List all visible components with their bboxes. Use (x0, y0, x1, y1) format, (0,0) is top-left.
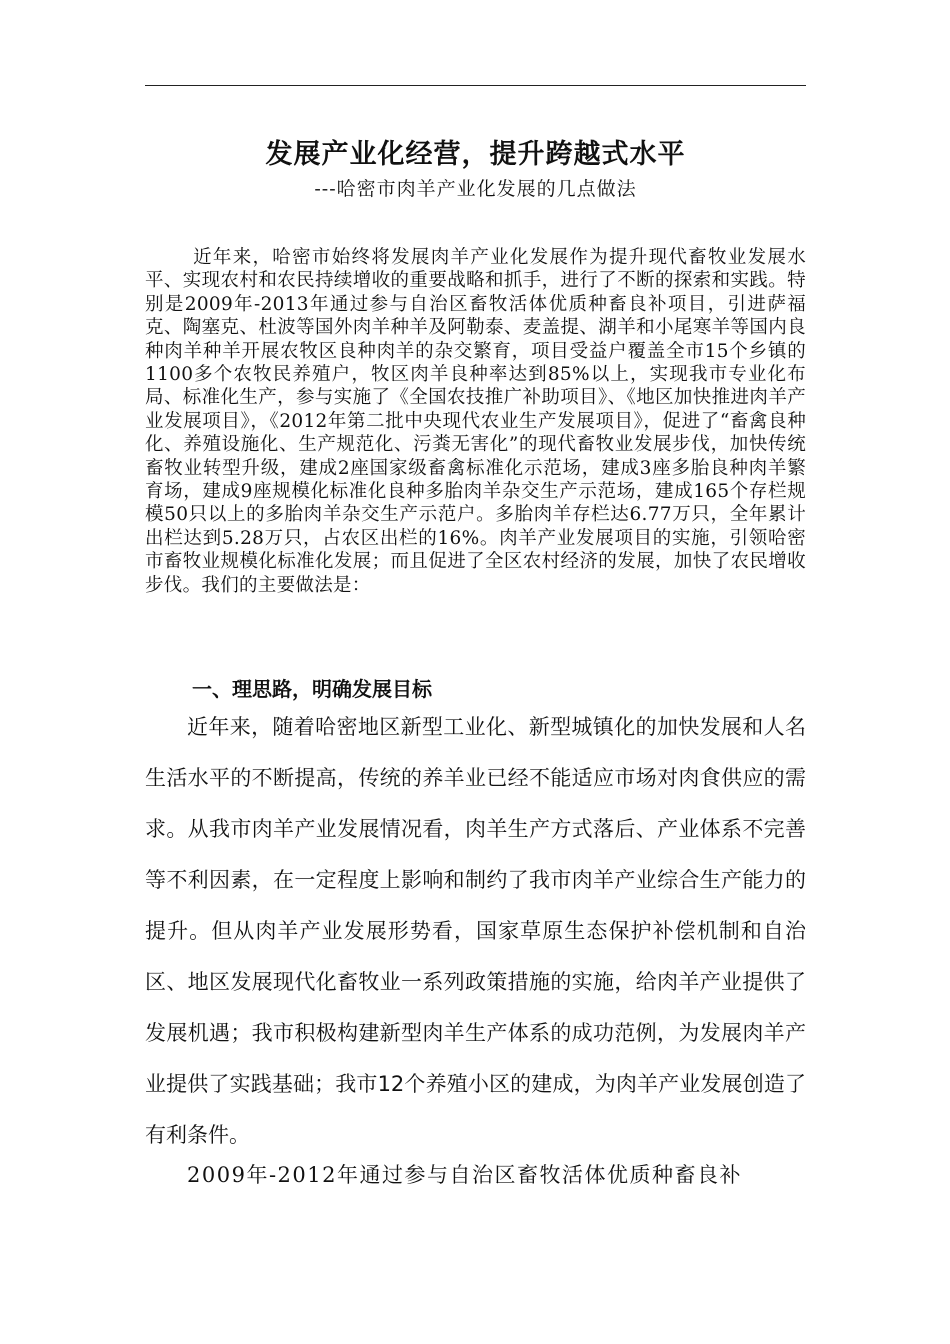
next-paragraph: 2009年-2012年通过参与自治区畜牧活体优质种畜良补 (187, 1163, 742, 1187)
intro-paragraph: 近年来，哈密市始终将发展肉羊产业化发展作为提升现代畜牧业发展水平、实现农村和农民持续增收的重要战略和抓手，进行了不断的探索和实践。特别是2009年-2013年通过参与自治区畜牧活体优质种畜良补项目，引进萨福克、陶塞克、杜波等国外肉羊种羊及阿勒泰、麦盖提、湖羊和小尾寒羊等国内良种肉羊种羊开展农牧区良种肉羊的杂交繁育，项目受益户覆盖全市15个乡镇的1100多个农牧民养殖户，牧区肉羊良种率达到85%以上，实现我市专业化布局、标准化生产，参与实施了《全国农技推广补助项目》、《地区加快推进肉羊产业发展项目》，《2012年第二批中央现代农业生产发展项目》，促进了“畜禽良种化、养殖设施化、生产规范化、污粪无害化”的现代畜牧业发展步伐，加快传统畜牧业转型升级，建成2座国家级畜禽标准化示范场，建成3座多胎良种肉羊繁育场，建成9座规模化标准化良种多胎肉羊杂交生产示范场，建成165个存栏规模50只以上的多胎肉羊杂交生产示范户。多胎肉羊存栏达6.77万只，全年累计出栏达到5.28万只，占农区出栏的16%。肉羊产业发展项目的实施，引领哈密市畜牧业规模化标准化发展；而且促进了全区农村经济的发展，加快了农民增收步伐。我们的主要做法是： (145, 247, 806, 596)
section-heading: 一、理思路，明确发展目标 (192, 677, 432, 701)
header-rule (145, 85, 806, 86)
document-title: 发展产业化经营，提升跨越式水平 (265, 139, 686, 170)
document-subtitle: ---哈密市肉羊产业化发展的几点做法 (314, 178, 637, 200)
section-paragraph: 近年来，随着哈密地区新型工业化、新型城镇化的加快发展和人名生活水平的不断提高，传统的养羊业已经不能适应市场对肉食供应的需求。从我市肉羊产业发展情况看，肉羊生产方式落后、产业体系不完善等不利因素，在一定程度上影响和制约了我市肉羊产业综合生产能力的提升。但从肉羊产业发展形势看，国家草原生态保护补偿机制和自治区、地区发展现代化畜牧业一系列政策措施的实施，给肉羊产业提供了发展机遇；我市积极构建新型肉羊生产体系的成功范例，为发展肉羊产业提供了实践基础；我市12个养殖小区的建成，为肉羊产业发展创造了有利条件。 (145, 715, 806, 1147)
